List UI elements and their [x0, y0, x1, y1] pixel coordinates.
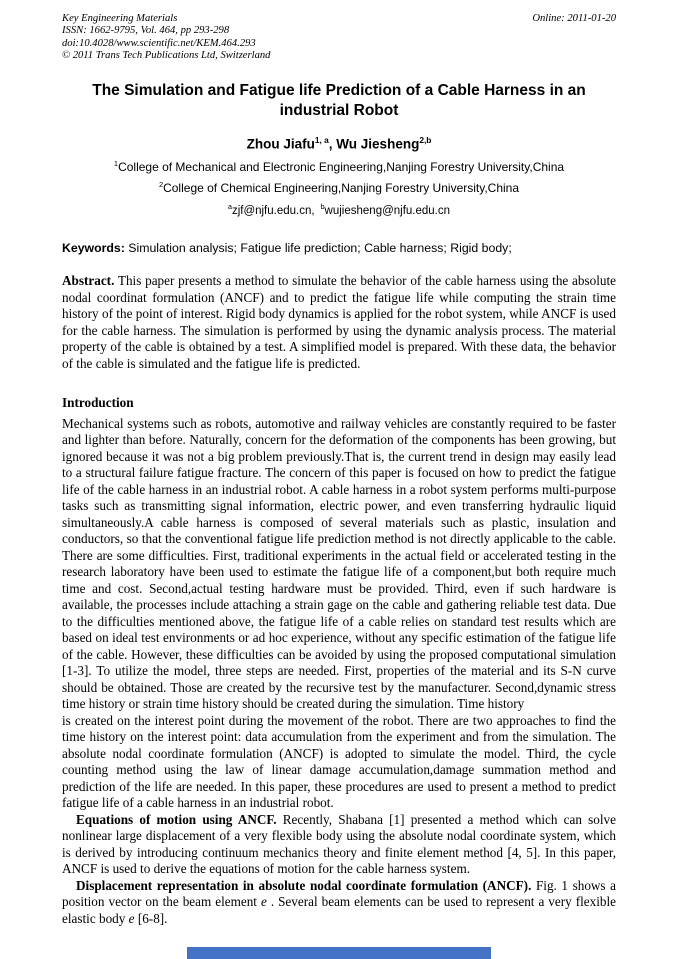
email-a: zjf@njfu.edu.cn,: [231, 204, 315, 217]
affiliation-2: [62, 180, 616, 195]
author-1-superscript: 1, a: [314, 134, 329, 145]
email-b: wujiesheng@njfu.edu.cn: [324, 204, 451, 217]
online-date: Online: 2011-01-20: [532, 13, 616, 24]
email-b-superscript: b: [320, 203, 325, 212]
affiliation-2-text: College of Chemical Engineering,Nanjing Forestry University,China: [163, 181, 520, 196]
page-header: [62, 13, 616, 63]
intro-paragraph-1: Mechanical systems such as robots, automotive and railway vehicles are constantly required to be faster and lighter than before. Naturally, concern for the deformation of the components has been growing, but ignored because it was not a big problem previously.That is, the current trend in design may easily lead to a structural failure fatigue fracture. The concern of this paper is focused on how to predict the fatigue life of the cable harness in an industrial robot. A cable harness in a robot system performs multi-purpose tasks such as transmitting signal information, electric power, and even transferring hydraulic liquid simultaneously.A cable harness is composed of several materials such as plastic, insulation and conductors, so that the conventional fatigue life prediction method is not directly applicable to the cable. There are some difficulties. First, traditional experiments in the actual field or accelerated testing in the research laboratory have been used to estimate the fatigue life of a component,but both require much time and cost. Second,actual testing hardware must be provided. Third, even if such hardware is available, the processes include attaching a strain gage on the cable and gathering reliable test data. Due to the difficulties mentioned above, the fatigue life of a cable relies on standard test results which are based on ideal test environments or ad hoc experience, without any specific estimation of the fatigue life of the cable. However, these difficulties can be avoided by using the proposed computational simulation [1-3]. To utilize the model, three steps are needed. First, properties of the material and its S-N curve should be obtained. Those are created by the recursive test by the manufacturer. Second,dynamic stress time history or strain time history should be created during the simulation. Time history: [62, 415, 616, 712]
authors-separator: ,: [328, 136, 337, 152]
displacement-paragraph-lead: Displacement representation in absolute nodal coordinate formulation (ANCF).: [76, 877, 532, 893]
displacement-paragraph: [62, 878, 616, 928]
journal-info: [62, 13, 270, 63]
email-a-superscript: a: [227, 203, 232, 212]
abstract-label: Abstract.: [62, 272, 115, 288]
abstract-text: This paper presents a method to simulate the behavior of the cable harness using the absolute nodal coordinat formulation (ANCF) and to predict the fatigue life while computing the strain time history of the point of interest. Rigid body dynamics is applied for the robot system, while ANCF is used for the cable harness. The simulation is performed by using the dynamic analysis process. The material property of the cable is obtained by a test. A simplified model is prepared. With these data, the behavior of the cable is simulated and the fatigue life is predicted.: [62, 272, 616, 371]
author-2-name: Wu Jiesheng: [336, 136, 420, 152]
affiliation-1: [62, 159, 616, 174]
displacement-paragraph-text-2: . Several beam elements can be used to represent a very flexible elastic body: [62, 894, 616, 926]
introduction-heading: Introduction: [62, 394, 134, 410]
displacement-paragraph-text-1: Fig. 1 shows a position vector on the beam element: [62, 877, 616, 910]
paper-title: The Simulation and Fatigue life Prediction of a Cable Harness in an industrial Robot: [92, 81, 586, 119]
keywords-line: [62, 241, 616, 255]
journal-issn: ISSN: 1662-9795, Vol. 464, pp 293-298: [62, 25, 230, 37]
journal-doi: doi:10.4028/www.scientific.net/KEM.464.293: [62, 37, 256, 49]
introduction-body: [62, 416, 616, 928]
math-variable-e-2: e: [128, 910, 135, 926]
abstract-paragraph: [62, 273, 616, 373]
affiliation-1-text: College of Mechanical and Electronic Engineering,Nanjing Forestry University,China: [118, 160, 565, 175]
affiliation-1-superscript: 1: [113, 159, 119, 169]
affiliation-2-superscript: 2: [158, 180, 164, 190]
equations-paragraph-lead: Equations of motion using ANCF.: [76, 811, 277, 827]
footer-link-bar[interactable]: [187, 947, 491, 959]
intro-paragraph-2: is created on the interest point during the movement of the robot. There are two approaches to find the time history on the interest point: data accumulation from the experiment and from the simulation. The absolute nodal coordinate formulation (ANCF) is adopted to simulate the model. Third, the cycle counting method using the law of linear damage accumulation,damage summation method and prediction of the life are needed. In this paper, these procedures are used to present a method to predict fatigue life of a cable harness in an industrial robot.: [62, 712, 616, 811]
keywords-text: Simulation analysis; Fatigue life prediction; Cable harness; Rigid body;: [124, 240, 512, 255]
author-emails: [62, 203, 616, 217]
journal-copyright: © 2011 Trans Tech Publications Ltd, Switzerland: [62, 50, 271, 62]
journal-name: Key Engineering Materials: [62, 13, 178, 24]
author-2-superscript: 2,b: [419, 134, 432, 145]
authors-line: [62, 135, 616, 152]
equations-paragraph: [62, 812, 616, 878]
equations-paragraph-text: Recently, Shabana [1] presented a method which can solve nonlinear large displacement of a very flexible body using the absolute nodal coordinate system, which is derived by introducing continuum mechanics theory and finite element method [4, 5]. In this paper, ANCF is used to derive the equations of motion for the cable harness system.: [62, 811, 617, 877]
displacement-paragraph-text-3: [6-8].: [134, 910, 168, 926]
math-variable-e-1: e: [260, 894, 267, 910]
keywords-label: Keywords:: [62, 240, 125, 255]
author-1-name: Zhou Jiafu: [246, 136, 315, 152]
